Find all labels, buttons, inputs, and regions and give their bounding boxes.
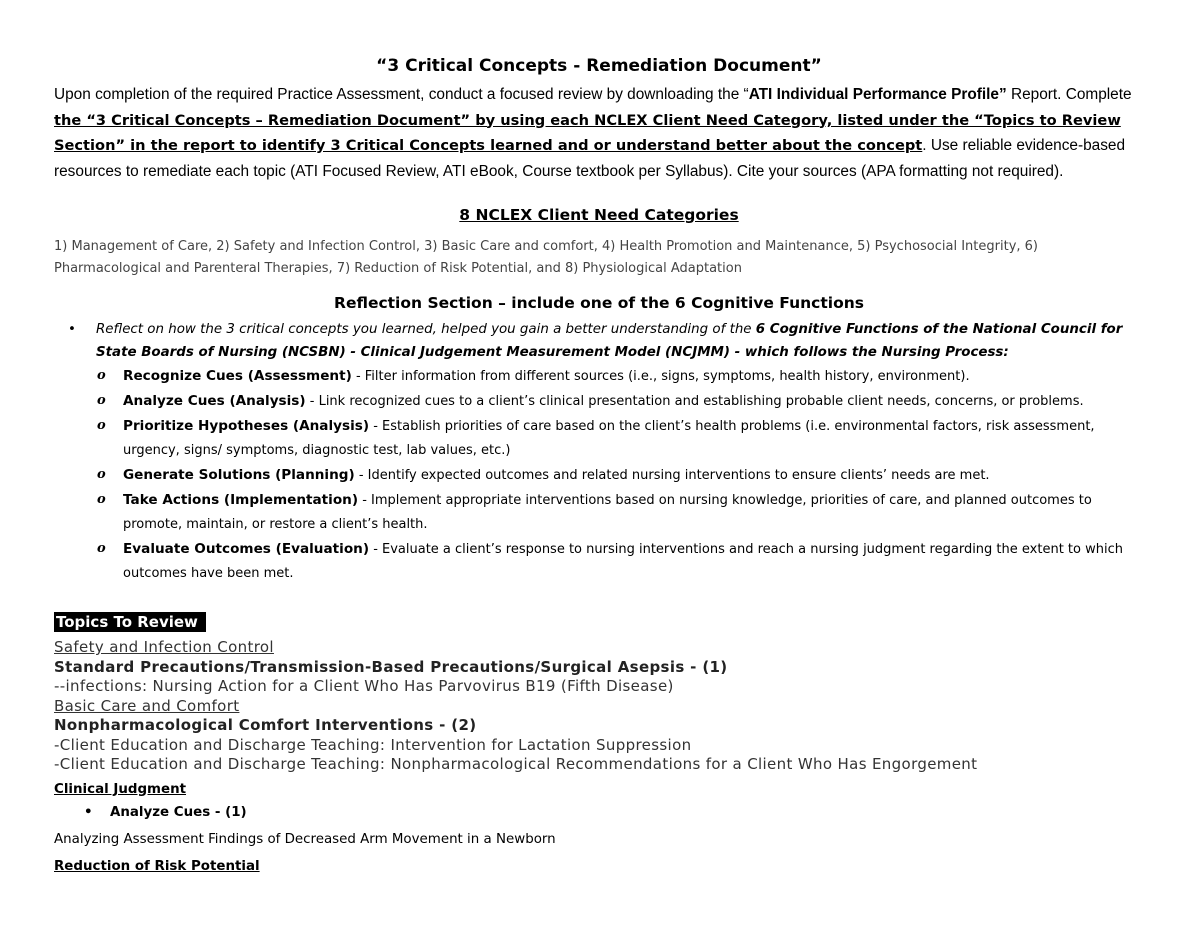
function-term: Take Actions (Implementation) bbox=[123, 492, 359, 508]
sub-bullet-icon: o bbox=[97, 368, 106, 383]
bullet-icon: • bbox=[84, 804, 93, 820]
function-term: Prioritize Hypotheses (Analysis) bbox=[123, 418, 370, 434]
topic-item: --infections: Nursing Action for a Client Who Has Parvovirus B19 (Fifth Disease) bbox=[54, 677, 674, 695]
intro-text-3: . Use reliable evidence-based resources to remediate each topic (ATI Focused Review, ATI eBook, Course textbook per Syllabus). Cite your sources (APA formatting not required). bbox=[54, 137, 1126, 180]
topic-subheading: Nonpharmacological Comfort Interventions - (2) bbox=[54, 716, 477, 734]
cognitive-functions-list bbox=[54, 364, 1144, 586]
categories-list: 1) Management of Care, 2) Safety and Infection Control, 3) Basic Care and comfort, 4) Health Promotion and Maintenance, 5) Psychosocial Integrity, 6) Pharmacological and Parenteral Therapies, 7) Reduction of Risk Potential, and 8) Physiological Adaptation bbox=[54, 239, 1038, 276]
topic-item: -Client Education and Discharge Teaching: Intervention for Lactation Suppression bbox=[54, 735, 692, 754]
topics-section bbox=[54, 638, 1144, 775]
intro-text-1: Upon completion of the required Practice Assessment, conduct a focused review by downloading the “ bbox=[54, 86, 749, 103]
clinical-judgment-bullet-text: Analyze Cues - (1) bbox=[110, 804, 247, 820]
document-title: “3 Critical Concepts - Remediation Document” bbox=[376, 56, 822, 76]
cognitive-function-item bbox=[54, 488, 1144, 537]
intro-underlined-instruction: the “3 Critical Concepts – Remediation Document” by using each NCLEX Client Need Category, listed under the “Topics to Review Section” in the report to identify 3 Critical Concepts learned and or understand better about the concept bbox=[54, 111, 1121, 154]
topic-item: -Client Education and Discharge Teaching: Nonpharmacological Recommendations for a Client Who Has Engorgement bbox=[54, 755, 978, 773]
intro-report-name: ATI Individual Performance Profile” bbox=[748, 86, 1007, 103]
cognitive-function-item bbox=[54, 463, 1144, 488]
cognitive-function-item bbox=[54, 389, 1144, 414]
function-desc: - Link recognized cues to a client’s clinical presentation and establishing probable client needs, concerns, or problems. bbox=[305, 394, 1084, 409]
topic-subheading: Standard Precautions/Transmission-Based Precautions/Surgical Asepsis - (1) bbox=[54, 657, 728, 676]
function-desc: - Establish priorities of care based on the client’s health problems (i.e. environmental factors, risk assessment, urgency, signs/ symptoms, diagnostic test, lab values, etc.) bbox=[123, 419, 1095, 458]
categories-heading: 8 NCLEX Client Need Categories bbox=[459, 206, 739, 224]
bullet-icon: • bbox=[68, 322, 76, 337]
topic-category-heading: Safety and Infection Control bbox=[54, 638, 274, 656]
document-page bbox=[54, 56, 1144, 878]
sub-bullet-icon: o bbox=[97, 541, 106, 556]
reflection-bullet bbox=[54, 318, 1144, 364]
reflection-heading: Reflection Section – include one of the 6 Cognitive Functions bbox=[334, 294, 864, 312]
function-desc: - Identify expected outcomes and related nursing interventions to ensure clients’ needs are met. bbox=[354, 468, 990, 483]
function-term: Generate Solutions (Planning) bbox=[123, 467, 355, 483]
topics-to-review-badge: Topics To Review bbox=[54, 612, 206, 632]
clinical-judgment-item: Analyzing Assessment Findings of Decreased Arm Movement in a Newborn bbox=[54, 831, 556, 847]
sub-bullet-icon: o bbox=[97, 418, 106, 433]
clinical-judgment-heading: Clinical Judgment bbox=[54, 781, 187, 797]
function-term: Recognize Cues (Assessment) bbox=[123, 368, 352, 384]
intro-paragraph bbox=[54, 82, 1144, 184]
cognitive-function-item bbox=[54, 364, 1144, 389]
reduction-risk-heading: Reduction of Risk Potential bbox=[54, 858, 260, 874]
cognitive-function-item bbox=[54, 414, 1144, 463]
sub-bullet-icon: o bbox=[97, 492, 106, 507]
clinical-judgment-bullet bbox=[54, 801, 1144, 825]
function-desc: - Evaluate a client’s response to nursing interventions and reach a nursing judgment regarding the extent to which outcomes have been met. bbox=[123, 542, 1123, 581]
function-desc: - Filter information from different sources (i.e., signs, symptoms, health history, environment). bbox=[351, 369, 970, 384]
function-term: Analyze Cues (Analysis) bbox=[123, 393, 306, 409]
function-desc: - Implement appropriate interventions based on nursing knowledge, priorities of care, and planned outcomes to promote, maintain, or restore a client’s health. bbox=[123, 493, 1092, 532]
function-term: Evaluate Outcomes (Evaluation) bbox=[123, 541, 370, 557]
sub-bullet-icon: o bbox=[97, 393, 106, 408]
intro-text-2: Report. Complete bbox=[1006, 86, 1132, 103]
topic-category-heading: Basic Care and Comfort bbox=[54, 696, 240, 715]
reflection-bullet-bold: 6 Cognitive Functions of the National Council for State Boards of Nursing (NCSBN) - Clinical Judgement Measurement Model (NCJMM) - which follows the Nursing Process: bbox=[96, 322, 1123, 360]
sub-bullet-icon: o bbox=[97, 467, 106, 482]
reflection-bullet-text: Reflect on how the 3 critical concepts you learned, helped you gain a better understanding of the bbox=[96, 322, 756, 337]
cognitive-function-item bbox=[54, 537, 1144, 586]
